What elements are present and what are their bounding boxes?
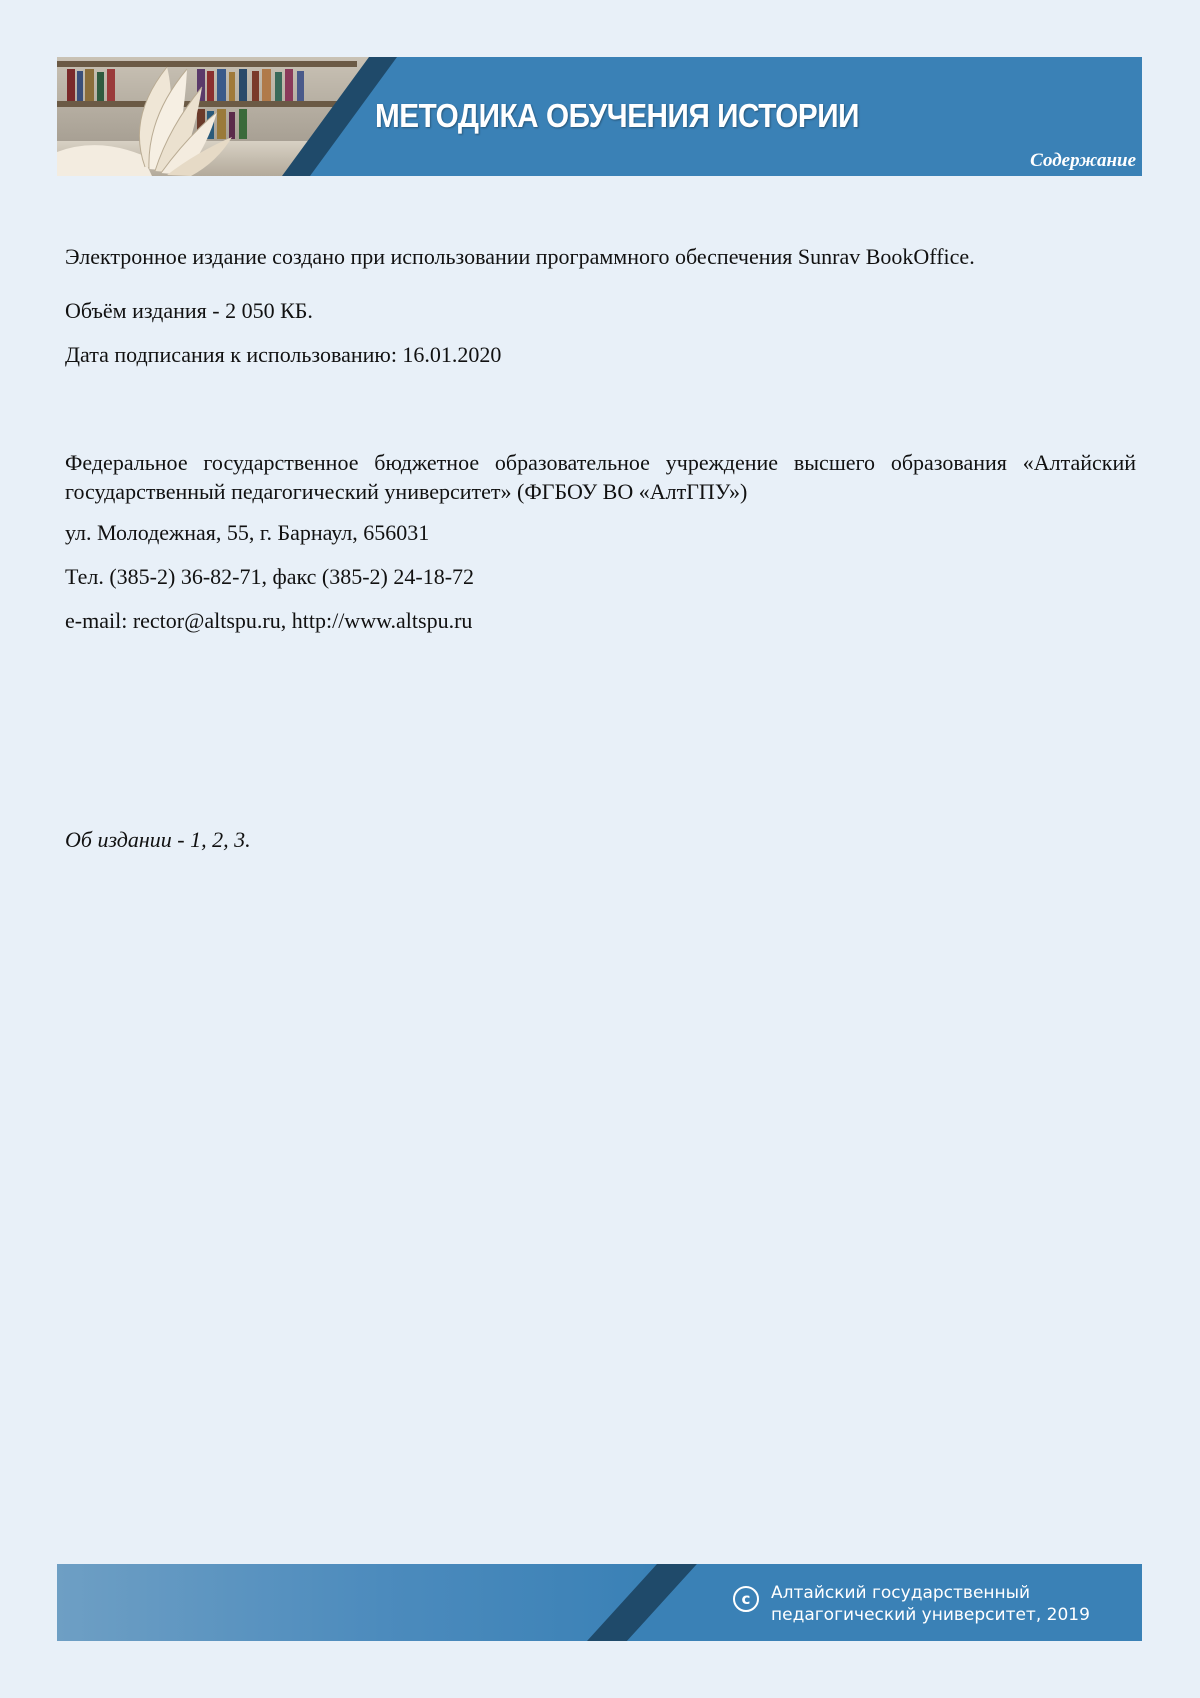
institution-address: ул. Молодежная, 55, г. Барнаул, 656031 xyxy=(65,520,430,545)
email-link[interactable]: rector@altspu.ru xyxy=(132,608,281,633)
about-edition: Об издании - 1, 2, 3. xyxy=(65,827,251,852)
footer-org-line-2: педагогический университет, 2019 xyxy=(771,1605,1090,1625)
volume-info: Объём издания - 2 050 КБ. xyxy=(65,298,313,323)
footer-banner xyxy=(57,1564,1142,1641)
about-page-link-2[interactable]: 2 xyxy=(212,827,224,852)
footer-org-line-1: Алтайский государственный xyxy=(771,1583,1031,1603)
header-title: МЕТОДИКА ОБУЧЕНИЯ ИСТОРИИ xyxy=(375,97,860,134)
software-info: Электронное издание создано при использовании программного обеспечения Sunrav BookOffice. xyxy=(65,244,975,269)
header-banner xyxy=(57,57,1142,176)
footer-organization xyxy=(771,1582,1090,1626)
email-label: e-mail: xyxy=(65,608,133,633)
signing-date: Дата подписания к использованию: 16.01.2020 xyxy=(65,342,502,367)
institution-contacts xyxy=(65,606,472,635)
about-page-link-3[interactable]: 3 xyxy=(234,827,246,852)
about-page-link-1[interactable]: 1 xyxy=(190,827,202,852)
table-of-contents-link[interactable]: Содержание xyxy=(1030,150,1136,171)
copyright-icon: c xyxy=(733,1586,759,1612)
institution-name: Федеральное государственное бюджетное образовательное учреждение высшего образования «Алтайский государственный педагогический университет» (ФГБОУ ВО «АлтГПУ») xyxy=(65,450,1136,504)
book-photo-image xyxy=(57,57,417,176)
contacts-separator: , xyxy=(280,608,292,633)
website-link[interactable]: http://www.altspu.ru xyxy=(291,608,473,633)
institution-phone: Тел. (385-2) 36-82-71, факс (385-2) 24-18-72 xyxy=(65,564,475,589)
about-edition-label: Об издании - xyxy=(65,827,191,852)
